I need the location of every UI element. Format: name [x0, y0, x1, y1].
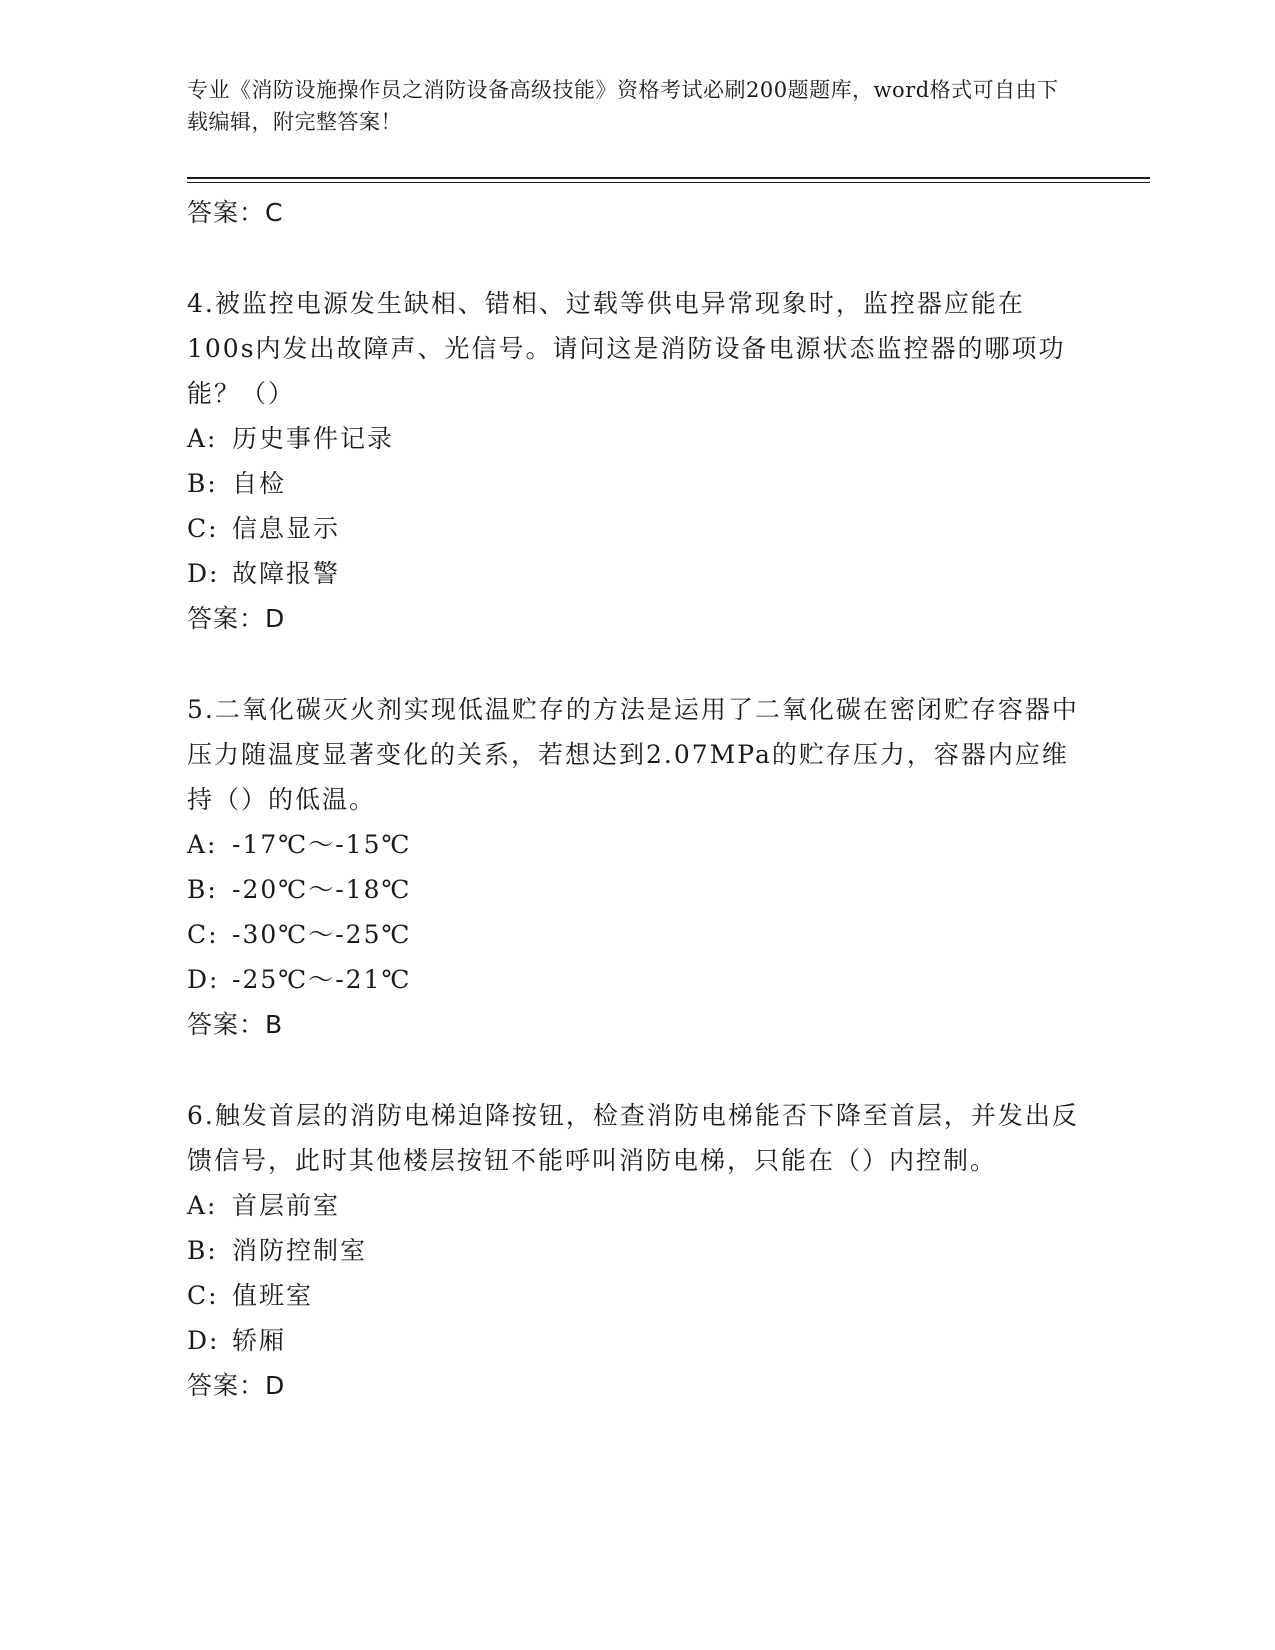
option-key: C:	[187, 514, 219, 543]
document-header: 专业《消防设施操作员之消防设备高级技能》资格考试必刷200题题库，word格式可自由下载编辑，附完整答案！	[187, 78, 1059, 134]
option-text: -25℃～-21℃	[232, 965, 412, 994]
option-d	[187, 957, 1087, 1002]
option-text: -17℃～-15℃	[232, 830, 412, 859]
header-divider-thick	[187, 177, 1150, 179]
option-key: B:	[187, 1236, 218, 1265]
option-text: -30℃～-25℃	[232, 920, 412, 949]
header-divider-thin	[187, 182, 1150, 183]
option-c	[187, 506, 1087, 551]
option-a	[187, 822, 1087, 867]
question-list	[187, 190, 1087, 1408]
option-key: D:	[187, 1326, 220, 1355]
option-b	[187, 1228, 1087, 1273]
option-a	[187, 416, 1087, 461]
option-text: 自检	[232, 469, 287, 498]
option-key: C:	[187, 1281, 219, 1310]
option-text: 信息显示	[232, 514, 341, 543]
option-d	[187, 1318, 1087, 1363]
option-text: 消防控制室	[232, 1236, 368, 1265]
answer-line: 答案：D	[187, 1371, 286, 1400]
answer-line: 答案：D	[187, 604, 286, 633]
option-key: A:	[187, 424, 218, 453]
option-b	[187, 461, 1087, 506]
question-stem: 6.触发首层的消防电梯迫降按钮，检查消防电梯能否下降至首层，并发出反馈信号，此时其他楼层按钮不能呼叫消防电梯，只能在（）内控制。	[187, 1101, 1079, 1175]
option-text: 值班室	[232, 1281, 314, 1310]
option-text: 历史事件记录	[232, 424, 395, 453]
option-c	[187, 1273, 1087, 1318]
answer-line: 答案：B	[187, 1010, 284, 1039]
option-key: B:	[187, 875, 218, 904]
question-6	[187, 1093, 1087, 1408]
option-key: D:	[187, 965, 220, 994]
previous-answer: 答案：C	[187, 198, 284, 227]
option-key: D:	[187, 559, 220, 588]
question-stem: 5.二氧化碳灭火剂实现低温贮存的方法是运用了二氧化碳在密闭贮存容器中压力随温度显著变化的关系，若想达到2.07MPa的贮存压力，容器内应维持（）的低温。	[187, 695, 1079, 814]
option-text: 故障报警	[232, 559, 341, 588]
option-c	[187, 912, 1087, 957]
option-d	[187, 551, 1087, 596]
option-key: A:	[187, 830, 218, 859]
question-4	[187, 281, 1087, 641]
option-key: C:	[187, 920, 219, 949]
option-text: 首层前室	[232, 1191, 341, 1220]
option-a	[187, 1183, 1087, 1228]
option-key: B:	[187, 469, 218, 498]
option-b	[187, 867, 1087, 912]
option-text: 轿厢	[232, 1326, 287, 1355]
question-5	[187, 687, 1087, 1047]
question-stem: 4.被监控电源发生缺相、错相、过载等供电异常现象时，监控器应能在100s内发出故障声、光信号。请问这是消防设备电源状态监控器的哪项功能？（）	[187, 289, 1066, 408]
option-key: A:	[187, 1191, 218, 1220]
option-text: -20℃～-18℃	[232, 875, 412, 904]
